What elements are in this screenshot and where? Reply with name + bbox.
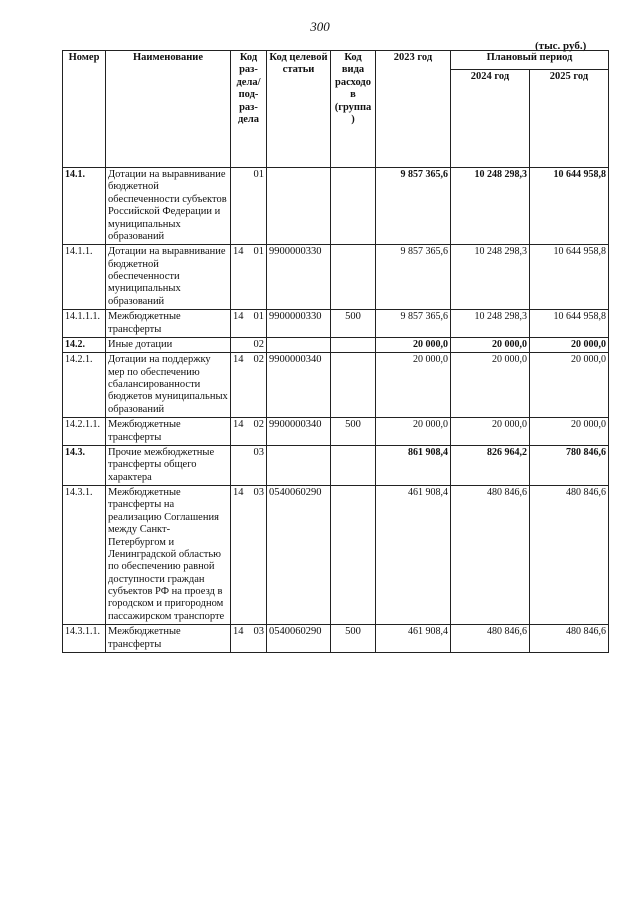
row-number: 14.1.1.1. <box>63 310 106 338</box>
section-code: 14 <box>233 419 244 431</box>
subsection-code: 01 <box>253 169 264 180</box>
row-amount-2023: 461 908,4 <box>376 486 451 625</box>
row-amount-2023: 20 000,0 <box>376 418 451 446</box>
row-amount-2025: 480 846,6 <box>530 486 609 625</box>
row-amount-2025: 10 644 958,8 <box>530 168 609 245</box>
row-name: Прочие межбюджетные трансферты общего характера <box>106 445 231 485</box>
row-amount-2023: 20 000,0 <box>376 337 451 352</box>
row-expense-type <box>331 245 376 310</box>
subsection-code: 01 <box>253 246 264 258</box>
row-expense-type <box>331 486 376 625</box>
row-target-article: 9900000330 <box>267 245 331 310</box>
row-expense-type <box>331 337 376 352</box>
header-planned-period: Плановый период <box>451 51 609 70</box>
subsection-code: 01 <box>253 311 264 323</box>
row-amount-2025: 480 846,6 <box>530 625 609 653</box>
row-amount-2023: 461 908,4 <box>376 625 451 653</box>
row-target-article: 9900000340 <box>267 353 331 418</box>
row-amount-2024: 20 000,0 <box>451 418 530 446</box>
row-expense-type <box>331 445 376 485</box>
row-amount-2025: 20 000,0 <box>530 337 609 352</box>
row-name: Иные дотации <box>106 337 231 352</box>
row-section-code <box>231 310 267 338</box>
row-name: Межбюджетные трансферты <box>106 310 231 338</box>
table-row <box>63 310 609 338</box>
section-code: 14 <box>233 246 244 258</box>
row-name: Дотации на выравнивание бюджетной обеспеченности муниципальных образований <box>106 245 231 310</box>
subsection-code: 03 <box>253 487 264 498</box>
row-amount-2023: 9 857 365,6 <box>376 168 451 245</box>
row-amount-2024: 480 846,6 <box>451 625 530 653</box>
row-number: 14.2. <box>63 337 106 352</box>
row-amount-2024: 20 000,0 <box>451 353 530 418</box>
subsection-code: 02 <box>253 354 264 366</box>
table-row <box>63 445 609 485</box>
row-amount-2025: 10 644 958,8 <box>530 245 609 310</box>
section-code: 14 <box>233 311 244 323</box>
row-name: Межбюджетные трансферты на реализацию Соглашения между Санкт-Петербургом и Ленинградской областью по обеспечению равной доступности граждан субъектов РФ на проезд в городском и пригородном пассажирском транспорте <box>106 486 231 625</box>
row-number: 14.3. <box>63 445 106 485</box>
row-target-article: 9900000340 <box>267 418 331 446</box>
header-number: Номер <box>63 51 106 168</box>
row-amount-2025: 20 000,0 <box>530 353 609 418</box>
row-name: Межбюджетные трансферты <box>106 418 231 446</box>
row-target-article: 0540060290 <box>267 625 331 653</box>
table-row <box>63 353 609 418</box>
row-amount-2024: 480 846,6 <box>451 486 530 625</box>
table-row <box>63 337 609 352</box>
header-expense-type: Код вида расходов (группа) <box>331 51 376 168</box>
header-name: Наименование <box>106 51 231 168</box>
table-body <box>63 168 609 653</box>
row-section-code <box>231 418 267 446</box>
row-amount-2024: 10 248 298,3 <box>451 310 530 338</box>
row-expense-type <box>331 168 376 245</box>
header-year-2024: 2024 год <box>451 70 530 168</box>
row-expense-type: 500 <box>331 418 376 446</box>
row-target-article: 9900000330 <box>267 310 331 338</box>
row-target-article <box>267 337 331 352</box>
row-target-article: 0540060290 <box>267 486 331 625</box>
header-target-article: Код целевой статьи <box>267 51 331 168</box>
row-amount-2025: 780 846,6 <box>530 445 609 485</box>
row-amount-2025: 10 644 958,8 <box>530 310 609 338</box>
row-amount-2023: 20 000,0 <box>376 353 451 418</box>
row-expense-type: 500 <box>331 310 376 338</box>
row-section-code <box>231 337 267 352</box>
subsection-code: 02 <box>253 419 264 431</box>
row-section-code <box>231 445 267 485</box>
row-name: Дотации на выравнивание бюджетной обеспеченности субъектов Российской Федерации и муниципальных образований <box>106 168 231 245</box>
row-amount-2023: 861 908,4 <box>376 445 451 485</box>
row-section-code <box>231 625 267 653</box>
row-number: 14.1. <box>63 168 106 245</box>
budget-table <box>62 50 609 653</box>
row-name: Межбюджетные трансферты <box>106 625 231 653</box>
header-section: Код раз-дела/ под-раз-дела <box>231 51 267 168</box>
subsection-code: 03 <box>253 446 264 458</box>
header-year-2023: 2023 год <box>376 51 451 168</box>
table-row <box>63 245 609 310</box>
table-row <box>63 486 609 625</box>
subsection-code: 03 <box>253 626 264 638</box>
page-number: 300 <box>310 19 330 34</box>
subsection-code: 02 <box>253 338 264 350</box>
row-number: 14.2.1.1. <box>63 418 106 446</box>
row-amount-2023: 9 857 365,6 <box>376 310 451 338</box>
row-amount-2024: 826 964,2 <box>451 445 530 485</box>
row-amount-2023: 9 857 365,6 <box>376 245 451 310</box>
row-number: 14.3.1. <box>63 486 106 625</box>
row-number: 14.3.1.1. <box>63 625 106 653</box>
table-row <box>63 625 609 653</box>
row-expense-type <box>331 353 376 418</box>
units-label: (тыс. руб.) <box>535 40 587 52</box>
row-number: 14.2.1. <box>63 353 106 418</box>
row-section-code <box>231 353 267 418</box>
section-code: 14 <box>233 487 244 498</box>
row-amount-2024: 20 000,0 <box>451 337 530 352</box>
header-year-2025: 2025 год <box>530 70 609 168</box>
row-name: Дотации на поддержку мер по обеспечению сбалансированности бюджетов муниципальных образований <box>106 353 231 418</box>
row-target-article <box>267 445 331 485</box>
section-code: 14 <box>233 626 244 638</box>
row-target-article <box>267 168 331 245</box>
row-section-code <box>231 168 267 245</box>
table-row <box>63 418 609 446</box>
row-expense-type: 500 <box>331 625 376 653</box>
section-code: 14 <box>233 354 244 366</box>
table-row <box>63 168 609 245</box>
row-amount-2024: 10 248 298,3 <box>451 168 530 245</box>
row-amount-2024: 10 248 298,3 <box>451 245 530 310</box>
row-amount-2025: 20 000,0 <box>530 418 609 446</box>
row-section-code <box>231 486 267 625</box>
row-section-code <box>231 245 267 310</box>
row-number: 14.1.1. <box>63 245 106 310</box>
